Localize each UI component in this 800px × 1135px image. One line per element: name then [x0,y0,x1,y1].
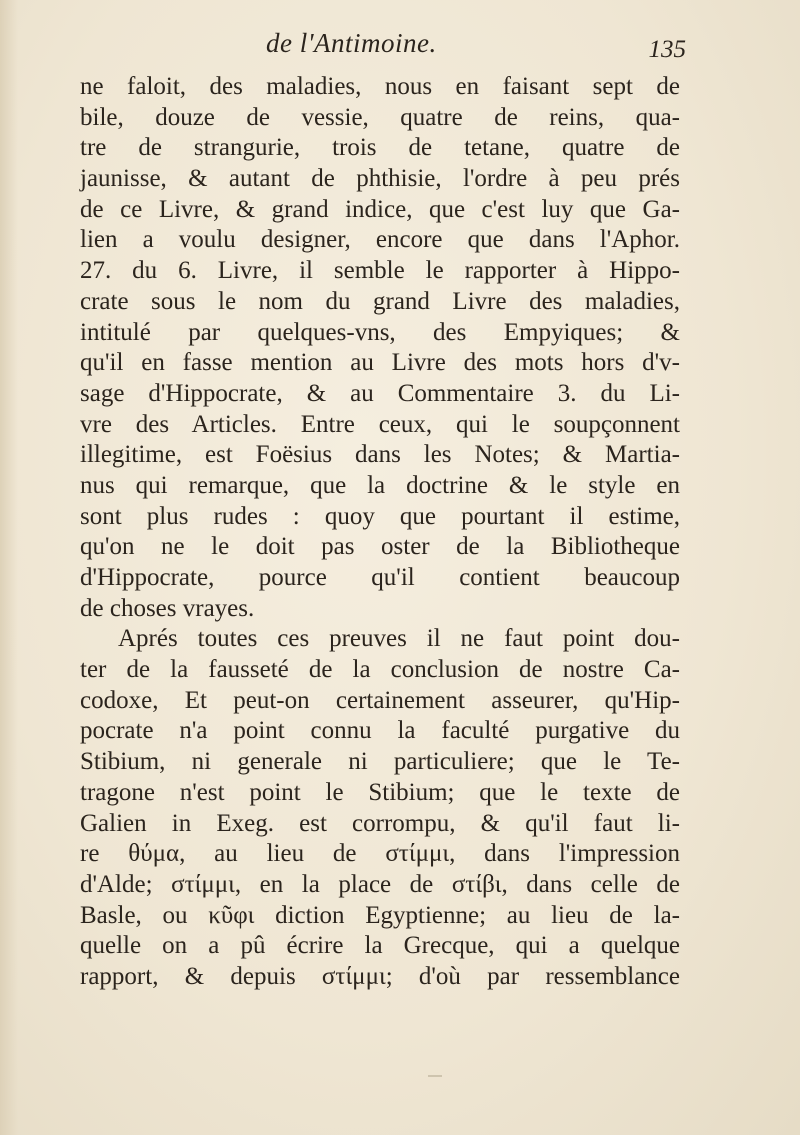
text-line: ne faloit, des maladies, nous en faisant sept de [80,73,680,100]
text-line: intitulé par quelques-vns, des Empyiques; & [80,318,680,346]
text-line: quelle on a pû écrire la Grecque, qui a quelque [80,932,680,960]
ink-blot [428,1075,442,1077]
text-line: codoxe, Et peut-on certainement asseurer, qu'Hip- [80,686,680,714]
text-line: d'Hippocrate, pource qu'il contient beaucoup [80,564,680,591]
text-line: re θύμα, au lieu de στίμμι, dans l'impression [80,840,680,868]
text-line: qu'on ne le doit pas oster de la Bibliotheque [80,533,680,561]
text-line: sage d'Hippocrate, & au Commentaire 3. du Li- [80,379,680,407]
text-line: illegitime, est Foësius dans les Notes; & Martia- [80,441,680,469]
text-line: tre de strangurie, trois de tetane, quatre de [80,134,680,162]
text-line: de choses vrayes. [80,594,255,622]
page-header [80,22,686,68]
text-line: Basle, ou κῦφι diction Egyptienne; au lieu de la- [80,901,680,929]
text-line: qu'il en fasse mention au Livre des mots hors d'v- [80,349,680,377]
text-line: tragone n'est point le Stibium; que le texte de [80,778,680,806]
text-line: lien a voulu designer, encore que dans l'Aphor. [80,226,680,254]
paragraph-first-line: Aprés toutes ces preuves il ne faut point dou- [118,625,680,653]
text-line: de ce Livre, & grand indice, que c'est luy que Ga- [80,195,680,223]
text-line: d'Alde; στίμμι, en la place de στίβι, dans celle de [80,870,680,898]
text-line: nus qui remarque, que la doctrine & le style en [80,471,680,499]
text-line: jaunisse, & autant de phthisie, l'ordre à peu prés [80,165,680,193]
text-line: ter de la fausseté de la conclusion de nostre Ca- [80,656,680,684]
text-line: crate sous le nom du grand Livre des maladies, [80,287,680,315]
text-line: rapport, & depuis στίμμι; d'où par ressemblance [80,962,680,990]
page-fold-shadow [0,0,18,1135]
text-line: vre des Articles. Entre ceux, qui le soupçonnent [80,410,680,438]
page-number: 135 [648,36,686,63]
text-line: Galien in Exeg. est corrompu, & qu'il faut li- [80,809,680,837]
text-line: pocrate n'a point connu la faculté purgative du [80,717,680,745]
text-line: sont plus rudes : quoy que pourtant il estime, [80,502,680,530]
text-line: bile, douze de vessie, quatre de reins, qua- [80,103,680,131]
text-line: 27. du 6. Livre, il semble le rapporter à Hippo- [80,257,680,285]
text-line: Stibium, ni generale ni particuliere; que le Te- [80,748,680,776]
running-head: de l'Antimoine. [266,28,437,58]
body-text [80,72,680,993]
